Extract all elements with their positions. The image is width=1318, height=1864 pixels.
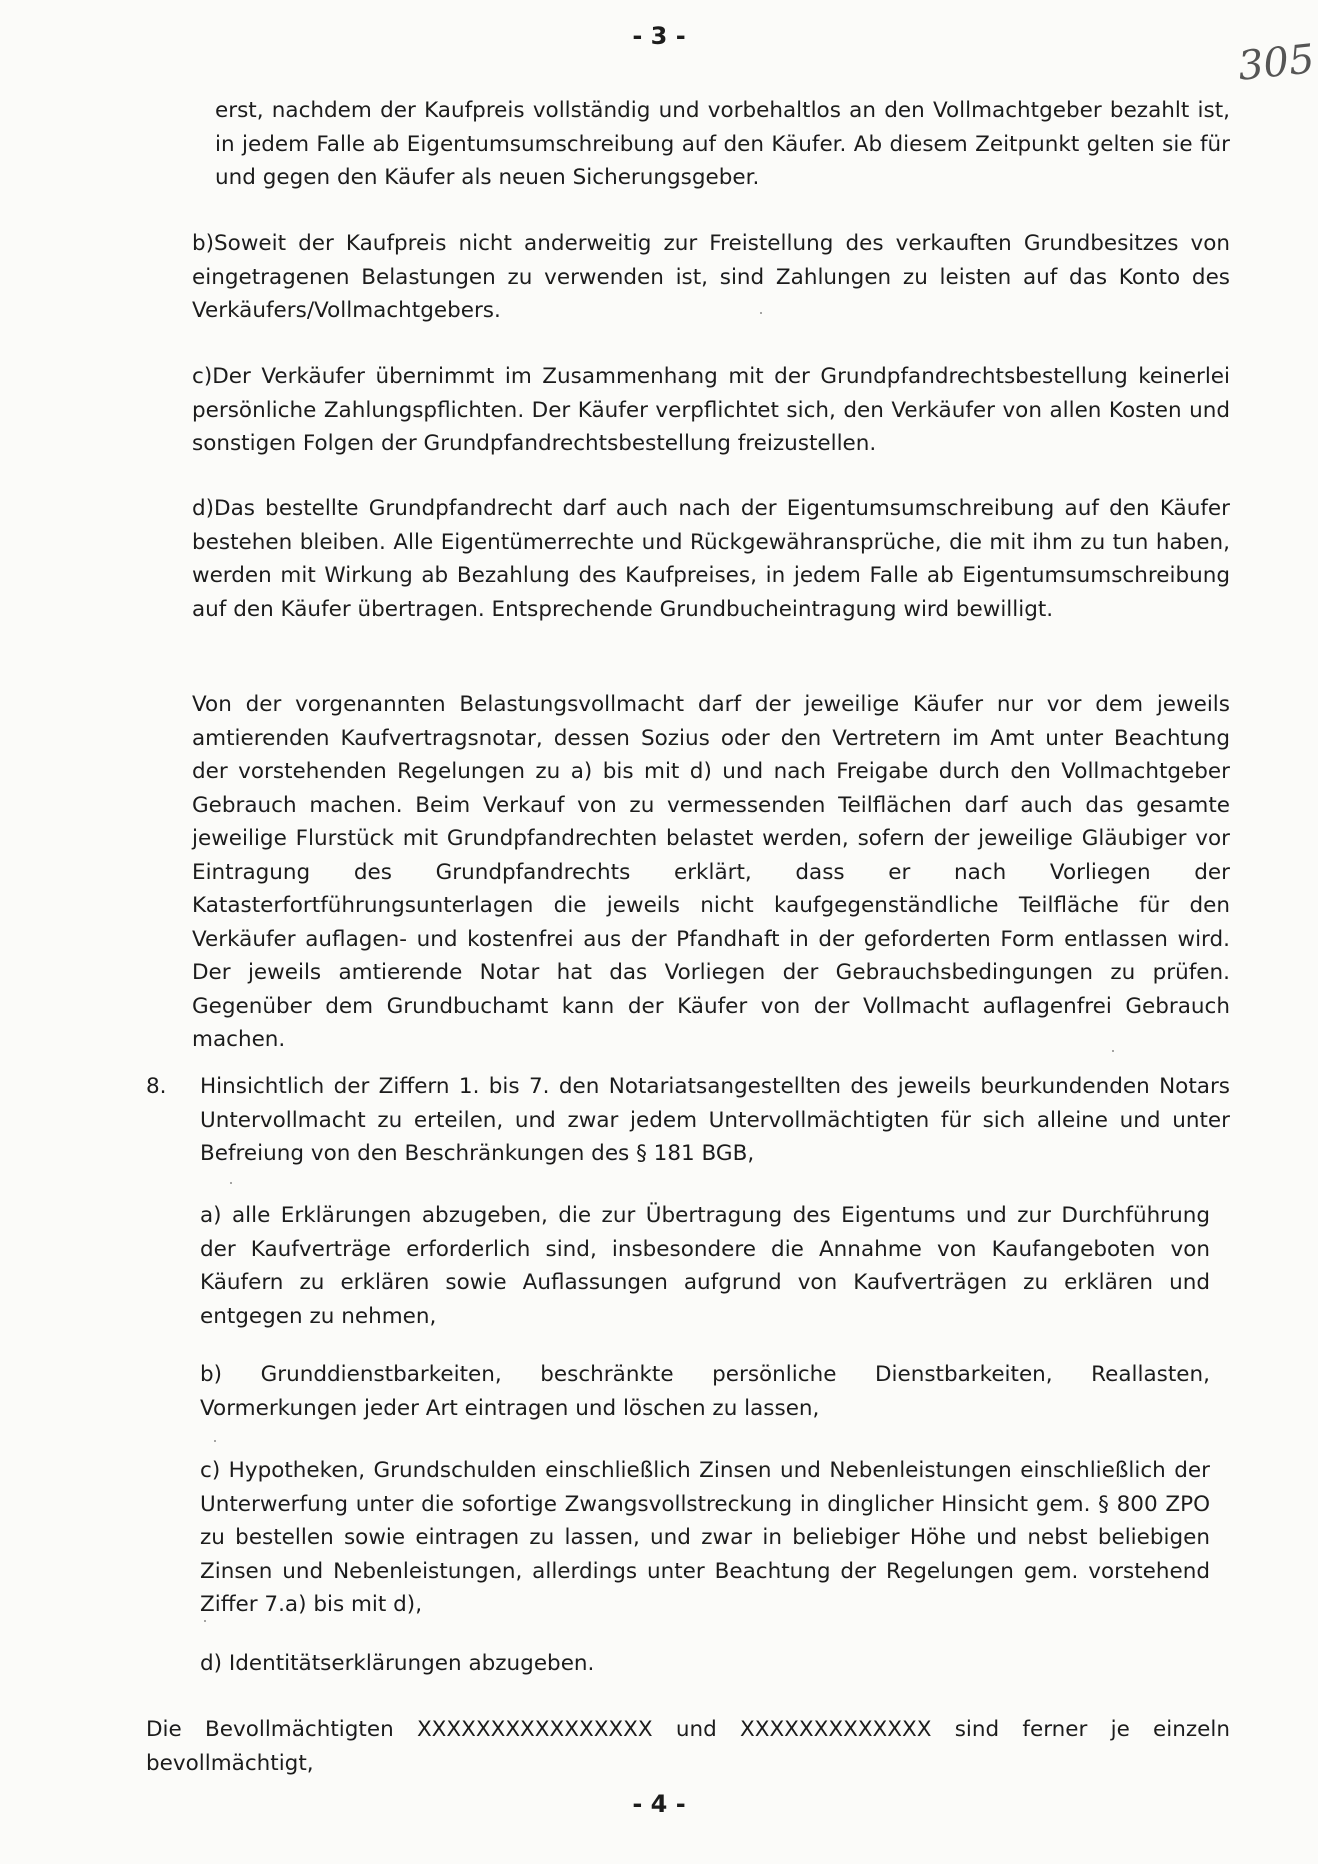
page-number-top: - 3 - [632, 22, 686, 50]
page-number-bottom: - 4 - [632, 1790, 686, 1818]
scan-speck [204, 1620, 206, 1622]
section8-item-d: d) Identitätserklärungen abzugeben. [200, 1651, 595, 1676]
section7-closing-paragraph: Von der vorgenannten Belastungsvollmacht darf der jeweilige Käufer nur vor dem jeweils amtierenden Kaufvertragsnotar, dessen Sozius oder den Vertretern im Amt unter Beachtung der vorstehenden Regelungen zu a) bis mit d) und nach Freigabe durch den Vollmachtgeber Gebrauch machen. Beim Verkauf von zu vermessenden Teilflächen darf auch das gesamte jeweilige Flurstück mit Grundpfandrechten belastet werden, sofern der jeweilige Gläubiger vor Eintragung des Grundpfandrechts erklärt, dass er nach Vorliegen der Katasterfortführungsunterlagen die jeweils nicht kaufgegenständliche Teilfläche für den Verkäufer auflagen- und kostenfrei aus der Pfandhaft in der geforderten Form entlassen wird. Der jeweils amtierende Notar hat das Vorliegen der Gebrauchsbedingungen zu prüfen. Gegenüber dem Grundbuchamt kann der Käufer von der Vollmacht auflagenfrei Gebrauch machen. [192, 692, 1230, 1052]
final-paragraph: Die Bevollmächtigten XXXXXXXXXXXXXXXX und XXXXXXXXXXXXX sind ferner je einzeln bevollmächtigt, [146, 1717, 1230, 1776]
section7-item-d: d)Das bestellte Grundpfandrecht darf auch nach der Eigentumsumschreibung auf den Käufer bestehen bleiben. Alle Eigentümerrechte und Rückgewähransprüche, die mit ihm zu tun haben, werden mit Wirkung ab Bezahlung des Kaufpreises, in jedem Falle ab Eigentumsumschreibung auf den Käufer übertragen. Entsprechende Grundbucheintragung wird bewilligt. [192, 496, 1230, 622]
section7-item-b: b)Soweit der Kaufpreis nicht anderweitig zur Freistellung des verkauften Grundbesitzes von eingetragenen Belastungen zu verwenden ist, sind Zahlungen zu leisten auf das Konto des Verkäufers/Vollmachtgebers. [192, 231, 1230, 323]
scan-speck [760, 312, 762, 314]
handwritten-page-note: 305 [1235, 36, 1317, 90]
section7-item-c: c)Der Verkäufer übernimmt im Zusammenhang mit der Grundpfandrechtsbestellung keinerlei persönliche Zahlungspflichten. Der Käufer verpflichtet sich, den Verkäufer von allen Kosten und sonstigen Folgen der Grundpfandrechtsbestellung freizustellen. [192, 364, 1230, 456]
section8-item-c: c) Hypotheken, Grundschulden einschließlich Zinsen und Nebenleistungen einschließlich der Unterwerfung unter die sofortige Zwangsvollstreckung in dinglicher Hinsicht gem. § 800 ZPO zu bestellen sowie eintragen zu lassen, und zwar in beliebiger Höhe und nebst beliebigen Zinsen und Nebenleistungen, allerdings unter Beachtung der Regelungen gem. vorstehend Ziffer 7.a) bis mit d), [200, 1458, 1210, 1617]
scan-speck [1112, 1050, 1114, 1052]
section8-intro: Hinsichtlich der Ziffern 1. bis 7. den Notariatsangestellten des jeweils beurkundenden Notars Untervollmacht zu erteilen, und zwar jedem Untervollmächtigten für sich alleine und unter Befreiung von den Beschränkungen des § 181 BGB, [200, 1074, 1230, 1166]
intro-continuation: erst, nachdem der Kaufpreis vollständig und vorbehaltlos an den Vollmachtgeber bezahlt ist, in jedem Falle ab Eigentumsumschreibung auf den Käufer. Ab diesem Zeitpunkt gelten sie für und gegen den Käufer als neuen Sicherungsgeber. [215, 98, 1230, 190]
section8-item-a: a) alle Erklärungen abzugeben, die zur Übertragung des Eigentums und zur Durchführung der Kaufverträge erforderlich sind, insbesondere die Annahme von Kaufangeboten von Käufern zu erklären sowie Auflassungen aufgrund von Kaufverträgen zu erklären und entgegen zu nehmen, [200, 1203, 1210, 1329]
section8-number: 8. [146, 1074, 167, 1099]
scan-speck [214, 1440, 216, 1442]
section8-item-b: b) Grunddienstbarkeiten, beschränkte persönliche Dienstbarkeiten, Reallasten, Vormerkungen jeder Art eintragen und löschen zu lassen, [200, 1362, 1210, 1421]
scan-speck [230, 1182, 232, 1184]
